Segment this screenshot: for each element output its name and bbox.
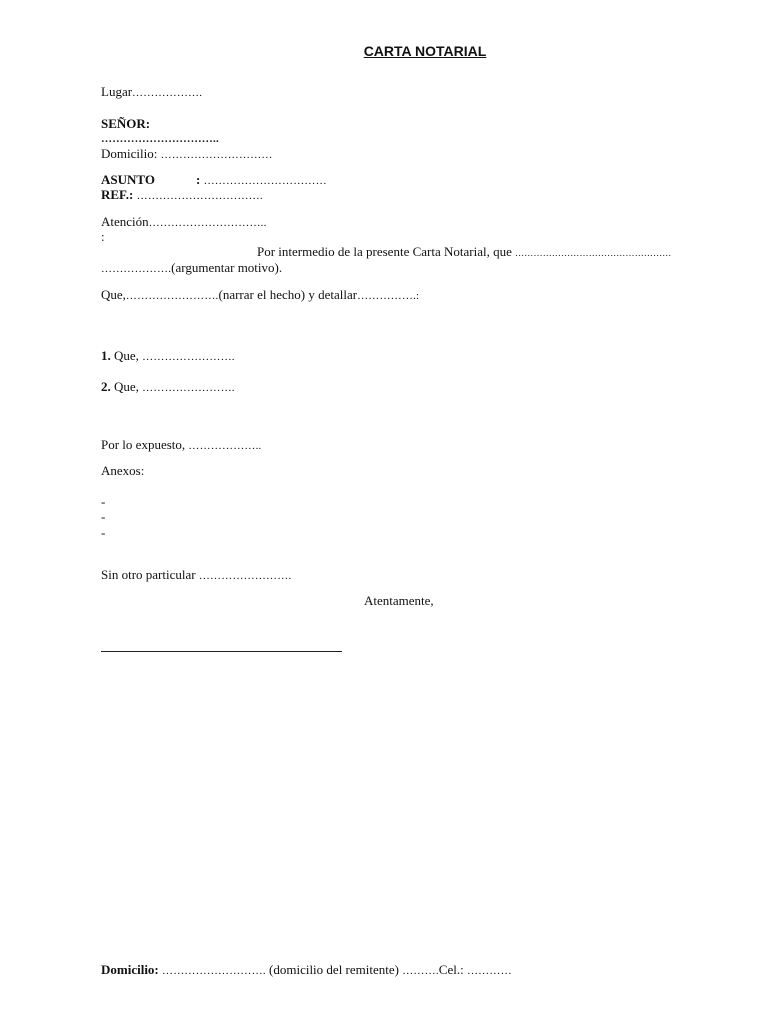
sin-otro-label: Sin otro particular <box>101 567 196 582</box>
numbered-item <box>101 379 235 396</box>
expuesto-dots: ……………….. <box>188 440 262 452</box>
signature-line <box>101 651 342 652</box>
footer-remitente: (domicilio del remitente) <box>269 962 399 977</box>
anexo-bullet: - <box>101 509 106 524</box>
ref-line <box>101 187 263 204</box>
atentamente: Atentamente, <box>364 593 434 608</box>
intro-line-2 <box>101 260 282 277</box>
intro-dots-2: ………………. <box>101 263 172 275</box>
item-number: 1. <box>101 348 111 363</box>
asunto-colon: : <box>196 172 201 187</box>
expuesto-label: Por lo expuesto, <box>101 437 186 452</box>
que-hecho: (narrar el hecho) y detallar <box>218 287 358 302</box>
footer-cel-label: Cel.: <box>438 962 464 977</box>
footer-dots-2: ………. <box>402 965 439 977</box>
asunto-line <box>101 172 155 187</box>
footer-dots-3: ………… <box>466 965 512 977</box>
atencion-colon: : <box>101 229 105 244</box>
intro-dots-1: …………………………………………… <box>515 248 672 258</box>
numbered-item <box>101 348 235 365</box>
domicilio-destinatario-line <box>101 146 273 163</box>
item-text: Que, <box>114 348 139 363</box>
item-dots: ……………………. <box>142 382 235 394</box>
sin-otro-dots: ……………………. <box>198 570 292 582</box>
footer-dots-1: ………………………. <box>162 965 266 977</box>
atencion-line <box>101 214 267 231</box>
lugar-dots: ………………. <box>132 87 203 99</box>
anexo-bullet: - <box>101 494 106 509</box>
que-label: Que, <box>101 287 126 302</box>
item-text: Que, <box>114 379 139 394</box>
que-line <box>101 287 419 304</box>
ref-dots: ……………………………. <box>136 190 263 202</box>
senor-dots: ………………………….. <box>101 133 219 145</box>
intro-text: Por intermedio de la presente Carta Notarial, que <box>257 244 512 259</box>
atencion-dots: ………………………….. <box>148 217 267 229</box>
anexos-label: Anexos: <box>101 463 145 478</box>
domicilio-destinatario-label: Domicilio: <box>101 146 158 161</box>
senor-label: SEÑOR: <box>101 116 151 131</box>
footer-domicilio-label: Domicilio: <box>101 962 159 977</box>
item-number: 2. <box>101 379 111 394</box>
anexo-bullet: - <box>101 525 106 540</box>
lugar-label: Lugar <box>101 84 133 99</box>
asunto-label: ASUNTO <box>101 172 155 187</box>
ref-label: REF.: <box>101 187 134 202</box>
asunto-dots: …………………………… <box>203 175 327 187</box>
domicilio-destinatario-dots: ………………………… <box>160 149 273 161</box>
atencion-label: Atención <box>101 214 149 229</box>
document-title: CARTA NOTARIAL <box>363 43 487 59</box>
que-dots-1: ……………………. <box>125 290 219 302</box>
expuesto-line <box>101 437 262 454</box>
que-dots-2: …………….: <box>357 290 420 302</box>
footer-domicilio-line <box>101 962 512 979</box>
sin-otro-line <box>101 567 291 584</box>
intro-line-1 <box>257 244 672 261</box>
intro-motivo: (argumentar motivo). <box>171 260 283 275</box>
item-dots: ……………………. <box>142 351 235 363</box>
lugar-line <box>101 84 202 101</box>
